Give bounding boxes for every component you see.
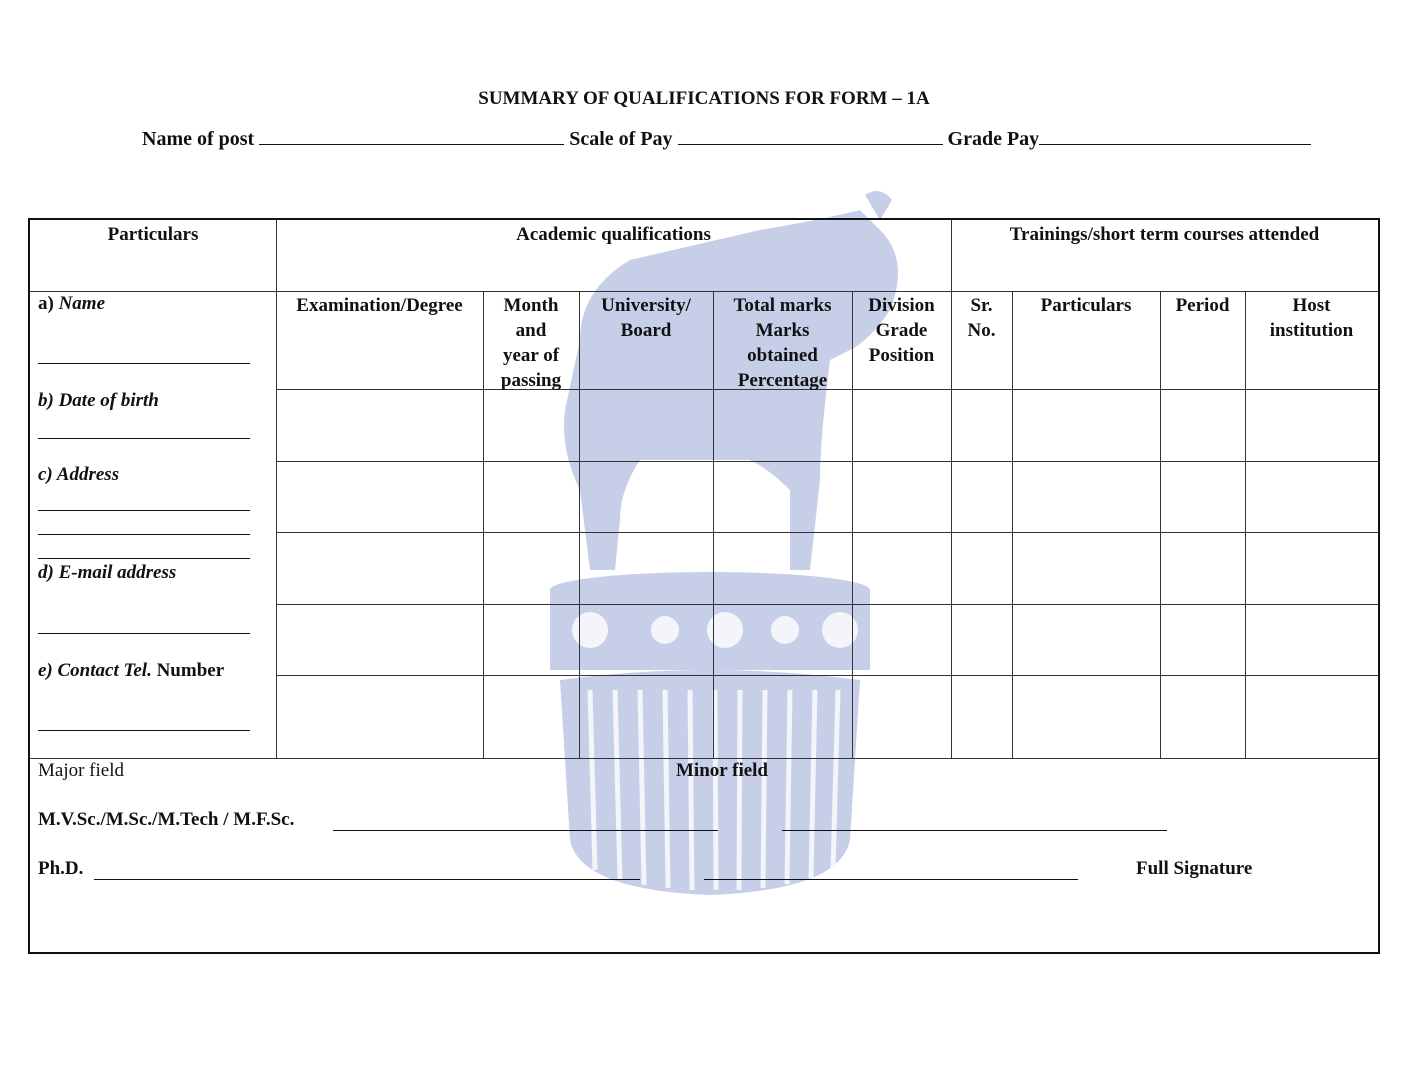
trainings-header: Trainings/short term courses attended bbox=[1009, 224, 1320, 245]
row-divider bbox=[276, 604, 1378, 605]
masters-minor-field[interactable] bbox=[782, 830, 1167, 831]
header-line: passing bbox=[500, 370, 562, 391]
grade-pay-label: Grade Pay bbox=[947, 128, 1040, 150]
particulars-header: Particulars bbox=[107, 224, 199, 245]
address-label: c) Address bbox=[38, 464, 120, 485]
masters-label: M.V.Sc./M.Sc./M.Tech / M.F.Sc. bbox=[38, 809, 295, 830]
contact-text: e) Contact Tel. bbox=[38, 660, 152, 681]
division-header bbox=[852, 293, 951, 368]
period-header: Period bbox=[1175, 295, 1230, 316]
header-line: Month bbox=[503, 295, 559, 316]
header-line: institution bbox=[1269, 320, 1354, 341]
col-divider bbox=[1012, 291, 1013, 758]
exam-degree-header: Examination/Degree bbox=[296, 295, 463, 316]
header-line: Sr. bbox=[970, 295, 993, 316]
phd-minor-field[interactable] bbox=[704, 879, 1078, 880]
dob-label: b) Date of birth bbox=[38, 390, 159, 411]
scale-of-pay-label: Scale of Pay bbox=[569, 128, 673, 150]
header-line: University/ bbox=[601, 295, 691, 316]
full-signature-label: Full Signature bbox=[1136, 858, 1253, 879]
contact-field[interactable] bbox=[38, 730, 250, 731]
name-field[interactable] bbox=[38, 363, 250, 364]
header-line: No. bbox=[967, 320, 996, 341]
sr-no-header bbox=[951, 293, 1012, 343]
header-line: Board bbox=[620, 320, 672, 341]
post-line bbox=[142, 126, 1316, 151]
host-institution-header bbox=[1245, 293, 1378, 343]
training-particulars-header: Particulars bbox=[1040, 295, 1132, 316]
header-line: year of bbox=[502, 345, 560, 366]
marks-header bbox=[713, 293, 852, 393]
header-line: Position bbox=[868, 345, 935, 366]
col-divider bbox=[579, 291, 580, 758]
name-of-post-field[interactable] bbox=[259, 126, 564, 145]
form-title: SUMMARY OF QUALIFICATIONS FOR FORM – 1A bbox=[478, 88, 930, 109]
name-prefix: a) bbox=[38, 293, 59, 314]
university-header bbox=[579, 293, 713, 343]
month-year-header bbox=[483, 293, 579, 393]
col-divider bbox=[1160, 291, 1161, 758]
address-field-2[interactable] bbox=[38, 534, 250, 535]
name-text: Name bbox=[58, 293, 106, 314]
contact-suffix: Number bbox=[151, 660, 225, 681]
name-of-post-label: Name of post bbox=[142, 128, 255, 150]
address-field-3[interactable] bbox=[38, 558, 250, 559]
academic-header: Academic qualifications bbox=[516, 224, 711, 245]
row-divider bbox=[276, 675, 1378, 676]
masters-major-field[interactable] bbox=[333, 830, 718, 831]
phd-label: Ph.D. bbox=[38, 858, 84, 879]
header-line: Percentage bbox=[737, 370, 828, 391]
qualifications-table bbox=[28, 218, 1380, 954]
email-field[interactable] bbox=[38, 633, 250, 634]
row-divider bbox=[30, 758, 1378, 759]
header-line: Marks bbox=[755, 320, 810, 341]
phd-major-field[interactable] bbox=[94, 879, 640, 880]
row-divider bbox=[276, 532, 1378, 533]
scale-of-pay-field[interactable] bbox=[678, 126, 943, 145]
major-field-label: Major field bbox=[38, 760, 125, 781]
header-line: Grade bbox=[875, 320, 928, 341]
contact-label bbox=[38, 660, 224, 682]
row-divider bbox=[30, 291, 1378, 292]
row-divider bbox=[276, 461, 1378, 462]
dob-field[interactable] bbox=[38, 438, 250, 439]
name-label bbox=[38, 293, 105, 315]
header-line: Division bbox=[868, 295, 935, 316]
email-label: d) E-mail address bbox=[38, 562, 177, 583]
header-line: obtained bbox=[747, 345, 818, 366]
header-line: Host bbox=[1292, 295, 1331, 316]
header-line: Total marks bbox=[733, 295, 832, 316]
address-field-1[interactable] bbox=[38, 510, 250, 511]
minor-field-label: Minor field bbox=[676, 760, 769, 781]
header-line: and bbox=[515, 320, 547, 341]
col-divider bbox=[1245, 291, 1246, 758]
grade-pay-field[interactable] bbox=[1039, 126, 1311, 145]
